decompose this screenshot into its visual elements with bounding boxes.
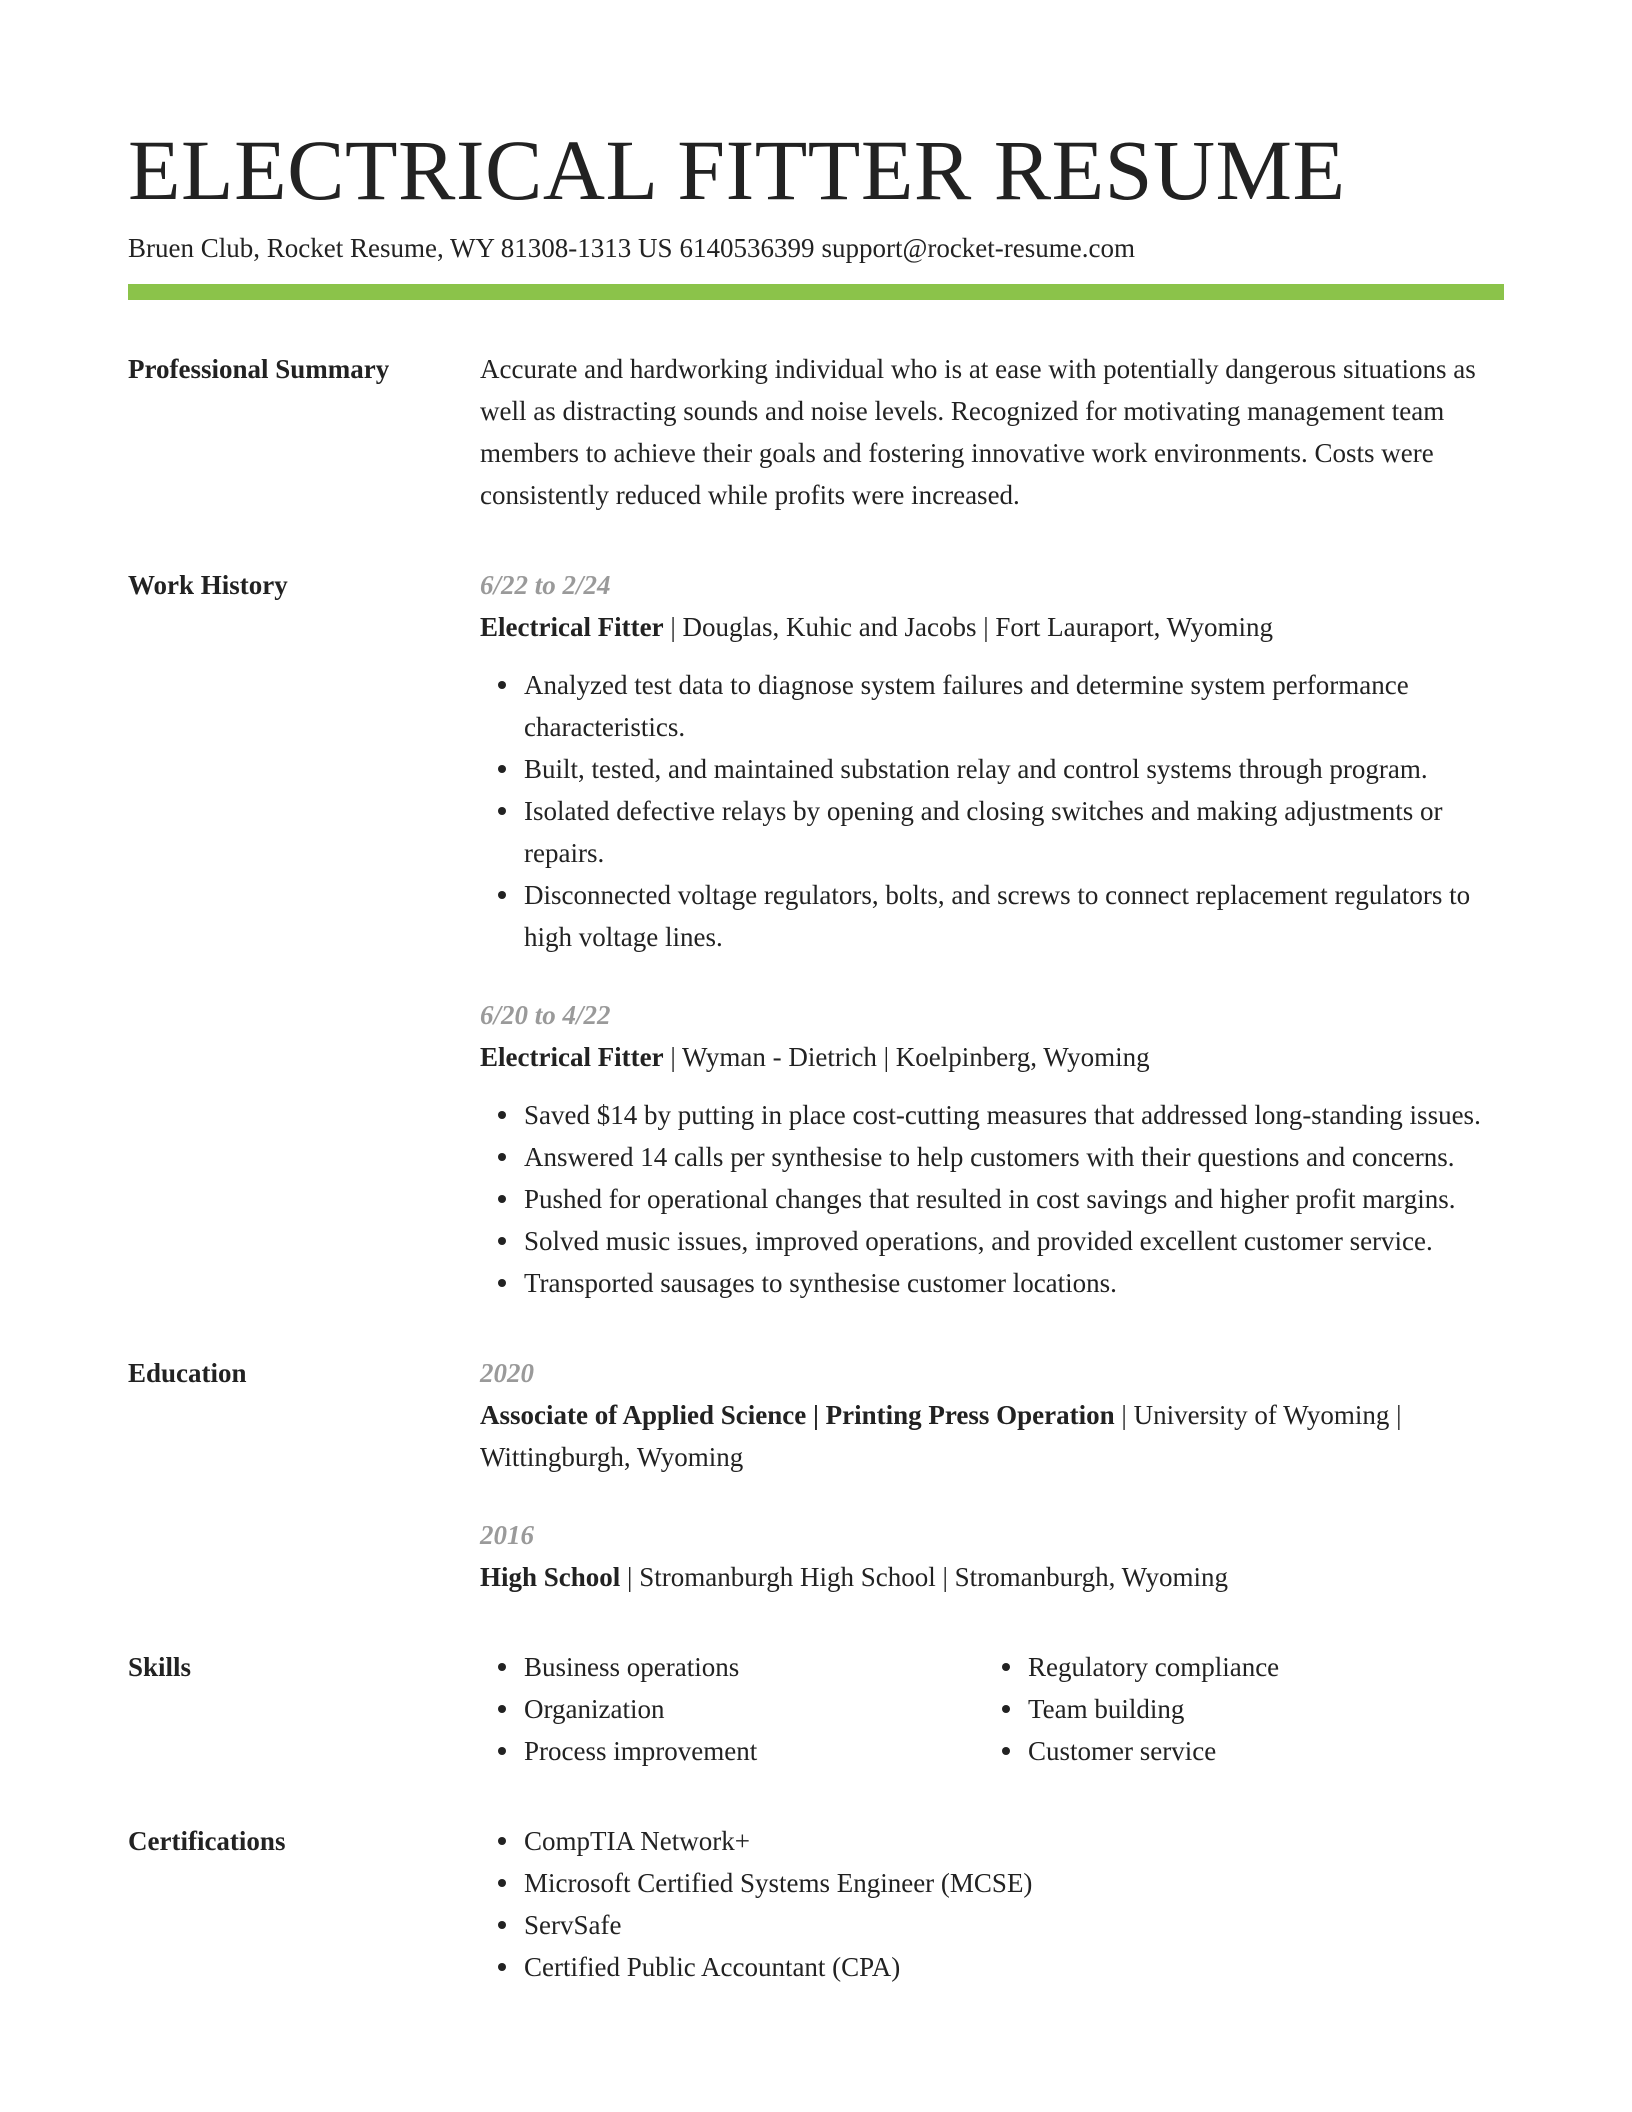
work-entry	[480, 564, 1504, 958]
education-heading	[480, 1556, 1504, 1598]
contact-email: support@rocket-resume.com	[821, 233, 1135, 263]
contact-phone: 6140536399	[679, 233, 815, 263]
section-skills	[128, 1646, 1504, 1772]
section-professional-summary	[128, 348, 1504, 516]
certifications-list	[480, 1820, 1504, 1988]
skills-list-right	[984, 1646, 1488, 1772]
work-body	[480, 564, 1504, 1304]
list-item: Disconnected voltage regulators, bolts, and screws to connect replacement regulators to high voltage lines.	[524, 874, 1504, 958]
job-title: Electrical Fitter	[480, 1042, 664, 1072]
summary-body	[480, 348, 1504, 516]
contact-address: Bruen Club, Rocket Resume, WY 81308-1313 US	[128, 233, 673, 263]
list-item: CompTIA Network+	[524, 1820, 1504, 1862]
section-work-history	[128, 564, 1504, 1304]
list-item: Answered 14 calls per synthesise to help customers with their questions and concerns.	[524, 1136, 1504, 1178]
work-heading	[480, 606, 1504, 648]
list-item: Process improvement	[524, 1730, 984, 1772]
list-item: Regulatory compliance	[1028, 1646, 1488, 1688]
skills-body	[480, 1646, 1504, 1772]
section-label-skills: Skills	[128, 1652, 192, 1682]
skills-grid	[480, 1646, 1504, 1772]
education-entry	[480, 1352, 1504, 1478]
list-item: Isolated defective relays by opening and closing switches and making adjustments or repairs.	[524, 790, 1504, 874]
education-body	[480, 1352, 1504, 1598]
list-item: Team building	[1028, 1688, 1488, 1730]
section-certifications	[128, 1820, 1504, 1988]
education-date: 2016	[480, 1520, 534, 1550]
education-date: 2020	[480, 1358, 534, 1388]
resume-title: ELECTRICAL FITTER RESUME	[128, 122, 1346, 218]
list-item: Analyzed test data to diagnose system failures and determine system performance characteristics.	[524, 664, 1504, 748]
header-divider	[128, 284, 1504, 300]
list-item: Microsoft Certified Systems Engineer (MCSE)	[524, 1862, 1504, 1904]
list-item: Solved music issues, improved operations, and provided excellent customer service.	[524, 1220, 1504, 1262]
list-item: Certified Public Accountant (CPA)	[524, 1946, 1504, 1988]
list-item: Pushed for operational changes that resulted in cost savings and higher profit margins.	[524, 1178, 1504, 1220]
list-item: Saved $14 by putting in place cost-cutting measures that addressed long-standing issues.	[524, 1094, 1504, 1136]
work-bullets	[480, 1094, 1504, 1304]
list-item: Customer service	[1028, 1730, 1488, 1772]
list-item: Organization	[524, 1688, 984, 1730]
list-item: Built, tested, and maintained substation relay and control systems through program.	[524, 748, 1504, 790]
job-title: Electrical Fitter	[480, 612, 664, 642]
work-heading	[480, 1036, 1504, 1078]
certifications-body	[480, 1820, 1504, 1988]
section-label-summary: Professional Summary	[128, 354, 390, 384]
education-entry	[480, 1514, 1504, 1598]
resume-page	[128, 120, 1504, 1988]
section-label-certifications: Certifications	[128, 1826, 286, 1856]
section-label-work: Work History	[128, 570, 288, 600]
contact-line	[128, 230, 1504, 266]
degree-details: | University of Wyoming | Wittingburgh, Wyoming	[480, 1400, 1402, 1472]
job-details: | Wyman - Dietrich | Koelpinberg, Wyoming	[663, 1042, 1150, 1072]
section-education	[128, 1352, 1504, 1598]
degree-details: | Stromanburgh High School | Stromanburgh, Wyoming	[620, 1562, 1228, 1592]
work-entry	[480, 994, 1504, 1304]
degree-title: Associate of Applied Science | Printing Press Operation	[480, 1400, 1115, 1430]
list-item: Transported sausages to synthesise customer locations.	[524, 1262, 1504, 1304]
list-item: Business operations	[524, 1646, 984, 1688]
summary-text: Accurate and hardworking individual who is at ease with potentially dangerous situations as well as distracting sounds and noise levels. Recognized for motivating management team members to achieve their goals and fostering innovative work environments. Costs were consistently reduced while profits were increased.	[480, 354, 1476, 510]
degree-title: High School	[480, 1562, 621, 1592]
work-date: 6/20 to 4/22	[480, 1000, 611, 1030]
work-date: 6/22 to 2/24	[480, 570, 611, 600]
job-details: | Douglas, Kuhic and Jacobs | Fort Lauraport, Wyoming	[663, 612, 1273, 642]
work-bullets	[480, 664, 1504, 958]
education-heading	[480, 1394, 1504, 1478]
section-label-education: Education	[128, 1358, 247, 1388]
skills-list-left	[480, 1646, 984, 1772]
list-item: ServSafe	[524, 1904, 1504, 1946]
